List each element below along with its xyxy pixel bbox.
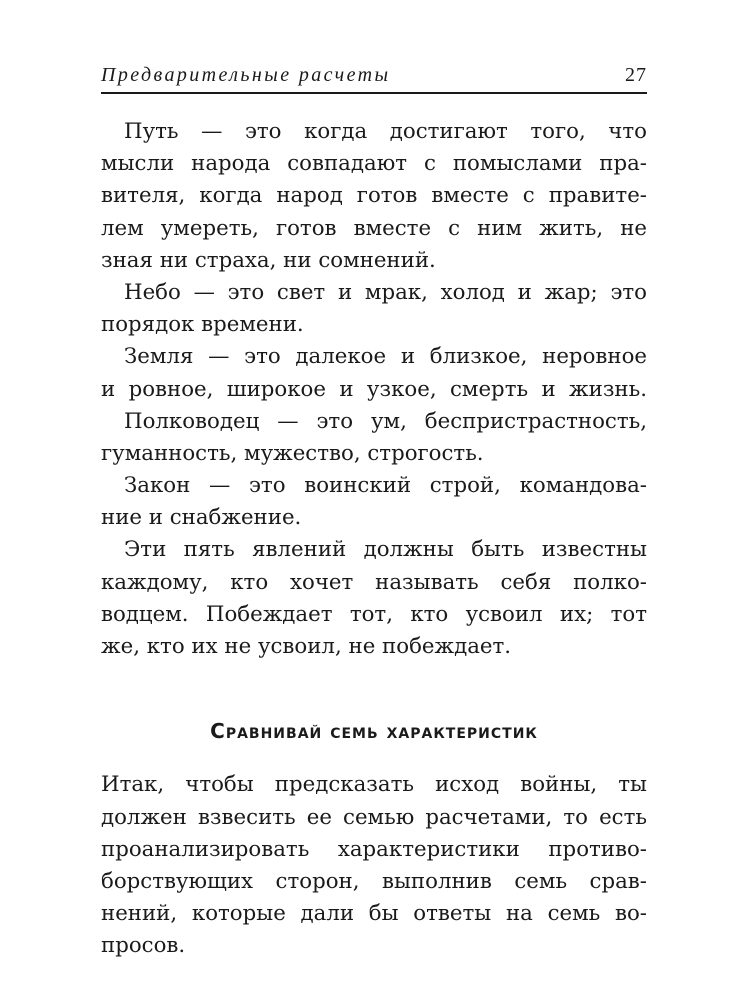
running-head	[101, 60, 647, 94]
text-line: Полководец — это ум, беспристрастность,	[124, 408, 647, 434]
page-number: 27	[625, 64, 647, 86]
section-heading: Сравнивай семь характеристик	[210, 719, 538, 744]
paragraph-law	[101, 470, 647, 534]
paragraph-seven-comparisons	[101, 769, 647, 962]
book-page	[101, 60, 647, 963]
text-line: лем умереть, готов вместе с ним жить, не	[101, 215, 647, 241]
paragraph-heaven	[101, 277, 647, 341]
text-line: порядок времени.	[101, 312, 304, 338]
text-line: водцем. Побеждает тот, кто усвоил их; тот	[101, 601, 647, 627]
running-head-title: Предварительные расчеты	[101, 64, 391, 86]
text-line: Итак, чтобы предсказать исход войны, ты	[101, 772, 647, 798]
paragraph-earth	[101, 341, 647, 405]
text-line: и ровное, широкое и узкое, смерть и жизнь.	[101, 376, 647, 402]
text-line: Закон — это воинский строй, командова-	[124, 473, 647, 499]
text-line: просов.	[101, 933, 186, 959]
text-line: ние и снабжение.	[101, 505, 302, 531]
text-line: каждому, кто хочет называть себя полко-	[101, 569, 647, 595]
paragraph-five-phenomena	[101, 534, 647, 663]
text-line: Эти пять явлений должны быть известны	[124, 537, 647, 563]
body-text	[101, 116, 647, 963]
text-line: Небо — это свет и мрак, холод и жар; это	[124, 279, 647, 305]
text-line: же, кто их не усвоил, не побеждает.	[101, 634, 512, 659]
text-line: мысли народа совпадают с помыслами пра-	[101, 151, 647, 177]
text-line: должен взвесить ее семью расчетами, то есть	[101, 804, 647, 830]
text-line: вителя, когда народ готов вместе с правите-	[101, 183, 647, 209]
paragraph-way	[101, 116, 647, 277]
text-line: Земля — это далекое и близкое, неровное	[124, 344, 647, 370]
text-line: зная ни страха, ни сомнений.	[101, 247, 436, 273]
text-line: проанализировать характеристики противо-	[101, 836, 647, 862]
text-line: борствующих сторон, выполнив семь срав-	[101, 868, 647, 894]
text-line: гуманность, мужество, строгость.	[101, 440, 484, 466]
text-line: нений, которые дали бы ответы на семь во-	[101, 901, 647, 927]
text-line: Путь — это когда достигают того, что	[124, 119, 647, 144]
paragraph-commander	[101, 406, 647, 470]
